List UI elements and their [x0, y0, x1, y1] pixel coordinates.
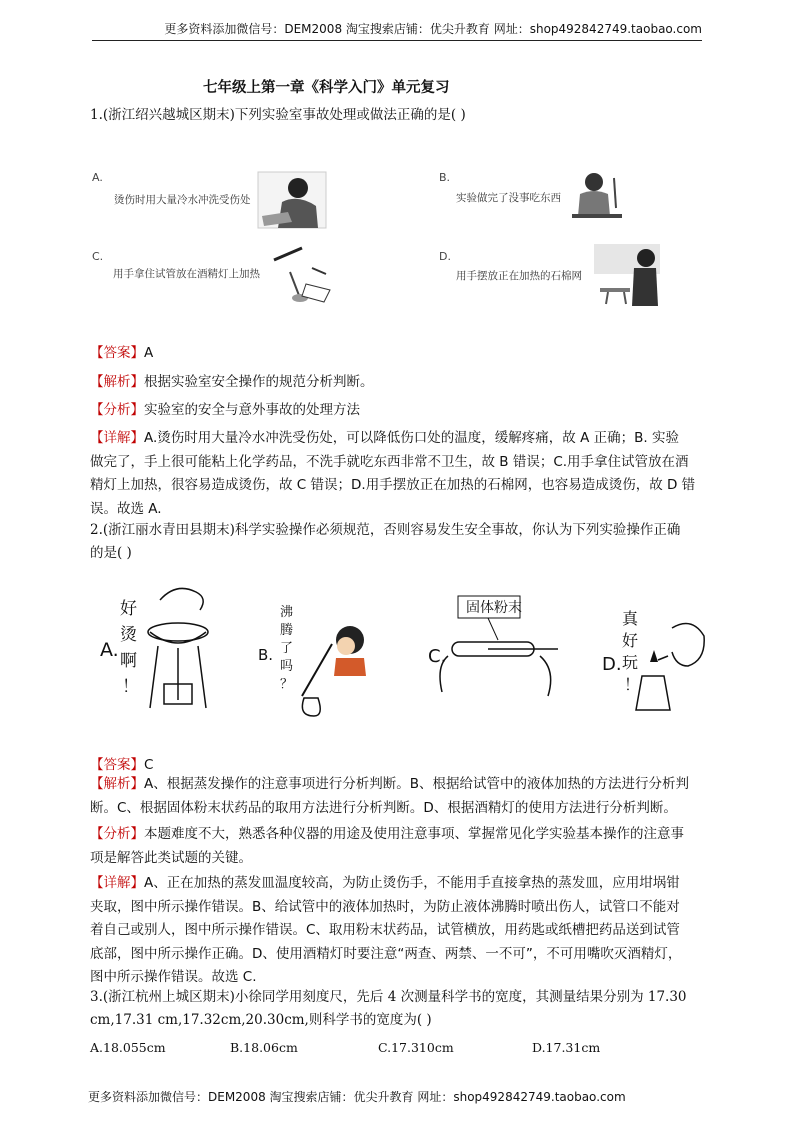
q2-detail: [90, 872, 706, 990]
q2-detail-line: 图中所示操作错误。故选 C.: [90, 969, 257, 985]
page-title: 七年级上第一章《科学入门》单元复习: [203, 80, 450, 96]
q1-choice-b: [439, 166, 450, 185]
q1-detail: [90, 427, 706, 521]
q2-fenxi-tag: 【分析】: [90, 826, 144, 842]
q1-choice-d-text: 用手摆放正在加热的石棉网: [456, 270, 582, 282]
q2-answer-value: C: [144, 757, 154, 773]
q1-answer: [90, 342, 706, 366]
q1-answer-tag: 【答案】: [90, 345, 144, 361]
q2-image-d-char: 真: [622, 609, 639, 628]
q1-choice-d-letter: D.: [439, 250, 451, 263]
q2-image-a-char: ！: [122, 677, 139, 697]
q1-illustration-c: [272, 242, 332, 304]
q2-image-c: [428, 596, 560, 706]
q1-illustration-b: [568, 168, 626, 224]
q1-choice-b-letter: B.: [439, 171, 451, 184]
q2-image-b-char: 吗: [280, 659, 294, 674]
q1-detail-line: 误。故选 A.: [90, 500, 162, 517]
q1-analysis-tag: 【解析】: [90, 374, 144, 390]
q1-detail-line: 精灯上加热，很容易造成烫伤，故 C 错误；D.用手摆放正在加热的石棉网，也容易造成烫伤，故 D 错: [90, 477, 696, 493]
q2-image-d: [602, 600, 708, 722]
q1-analysis: [90, 371, 706, 395]
q1-illustration-d: [594, 244, 660, 306]
page-footer: 更多资料添加微信号：DEM2008 淘宝搜索店铺：优尖升教育 网址：shop492842749.taobao.com: [88, 1090, 626, 1104]
q3-choice-d: D.17.31cm: [532, 1040, 601, 1055]
q1-analysis-text: 根据实验室安全操作的规范分析判断。: [144, 374, 374, 390]
q2-detail-line: 着自己或别人，图中所示操作错误。C、取用粉末状药品，试管横放，用药匙或纸槽把药品送到试管: [90, 922, 680, 938]
q1-detail-line: 【详解】A.烫伤时用大量冷水冲洗受伤处，可以降低伤口处的温度，缓解疼痛，故 A 正确；B. 实验: [90, 430, 679, 446]
q2-image-b-char: 了: [280, 641, 294, 656]
q2-analysis-tag: 【解析】: [90, 776, 144, 792]
q1-choice-a-text: 烫伤时用大量冷水冲洗受伤处: [114, 194, 251, 206]
q2-image-a-char: 好: [120, 599, 137, 619]
q1-fenxi-text: 实验室的安全与意外事故的处理方法: [144, 402, 360, 418]
q2-image-a-char: 啊: [120, 651, 137, 671]
q1-illustration-a: [258, 172, 326, 228]
q1-fenxi: [90, 399, 706, 423]
q2-fenxi-line: 项是解答此类试题的关键。: [90, 849, 252, 866]
q2-analysis: [90, 773, 706, 820]
q2-detail-line: 【详解】A、正在加热的蒸发皿温度较高，为防止烫伤手，不能用手直接拿热的蒸发皿，应用坩埚钳: [90, 875, 680, 891]
q2-stem: [90, 519, 706, 565]
q2-image-d-char: 玩: [622, 653, 639, 672]
q2-detail-tag: 【详解】: [90, 875, 144, 891]
q2-stem-line: 2.(浙江丽水青田县期末)科学实验操作必须规范，否则容易发生安全事故，你认为下列实验操作正确: [90, 522, 681, 538]
q2-image-b-char: 沸: [280, 605, 294, 620]
q1-detail-tag: 【详解】: [90, 430, 144, 446]
q2-analysis-line: 断。C、根据固体粉末状药品的取用方法进行分析判断。D、根据酒精灯的使用方法进行分析判断。: [90, 799, 677, 816]
q3-stem-line: cm,17.31 cm,17.32cm,20.30cm,则科学书的宽度为( ): [90, 1012, 432, 1028]
q2-image-a: [100, 580, 224, 724]
q3-choice-b: B.18.06cm: [230, 1040, 298, 1055]
q1-choice-c-text: 用手拿住试管放在酒精灯上加热: [113, 268, 260, 280]
q1-detail-line: 做完了，手上很可能粘上化学药品，不洗手就吃东西非常不卫生，故 B 错误；C.用手拿住试管放在酒: [90, 453, 689, 470]
q1-choice-d: [439, 245, 451, 264]
q2-image-c-letter: C.: [428, 646, 447, 667]
q2-image-b-char: ？: [280, 677, 294, 692]
q1-choice-a: [92, 166, 103, 185]
q2-answer-tag: 【答案】: [90, 757, 144, 773]
q2-fenxi-line: 【分析】本题难度不大，熟悉各种仪器的用途及使用注意事项、掌握常见化学实验基本操作的注意事: [90, 826, 684, 842]
q2-image-b: [258, 600, 368, 718]
q1-choice-c: [92, 245, 103, 264]
q3-choice-c: C.17.310cm: [378, 1040, 454, 1055]
q2-image-b-letter: B.: [258, 646, 274, 664]
page-header: 更多资料添加微信号：DEM2008 淘宝搜索店铺：优尖升教育 网址：shop492842749.taobao.com: [164, 22, 702, 36]
q1-fenxi-tag: 【分析】: [90, 402, 144, 418]
q2-stem-line: 的是( ): [90, 545, 132, 561]
q1-stem: 1.(浙江绍兴越城区期末)下列实验室事故处理或做法正确的是( ): [90, 107, 466, 123]
q1-choice-c-letter: C.: [92, 250, 104, 263]
q3-stem: [90, 986, 706, 1032]
q3-choice-a: A.18.055cm: [90, 1040, 166, 1055]
q1-answer-value: A: [144, 345, 154, 361]
q2-detail-line: 夹取，图中所示操作错误。B、给试管中的液体加热时，为防止液体沸腾时喷出伤人，试管口不能对: [90, 898, 680, 915]
q1-choice-a-letter: A.: [92, 171, 103, 184]
q2-detail-line: 底部，图中所示操作正确。D、使用酒精灯时要注意“两查、两禁、一不可”，不可用嘴吹灭酒精灯，: [90, 945, 682, 962]
q2-image-d-letter: D.: [602, 654, 622, 675]
q2-image-a-letter: A.: [100, 639, 119, 661]
q3-stem-line: 3.(浙江杭州上城区期末)小徐同学用刻度尺，先后 4 次测量科学书的宽度，其测量结果分别为 17.30: [90, 989, 687, 1005]
q2-image-b-char: 腾: [280, 623, 294, 638]
q2-fenxi: [90, 823, 706, 870]
header-divider: [92, 40, 702, 41]
q2-image-a-char: 烫: [120, 625, 137, 645]
q1-choice-b-text: 实验做完了没事吃东西: [456, 192, 561, 204]
q2-image-d-char: 好: [622, 631, 639, 650]
q2-analysis-line: 【解析】A、根据蒸发操作的注意事项进行分析判断。B、根据给试管中的液体加热的方法进行分析判: [90, 776, 689, 792]
q2-image-c-label: 固体粉末: [466, 600, 522, 616]
q2-image-d-char: ！: [624, 675, 641, 694]
